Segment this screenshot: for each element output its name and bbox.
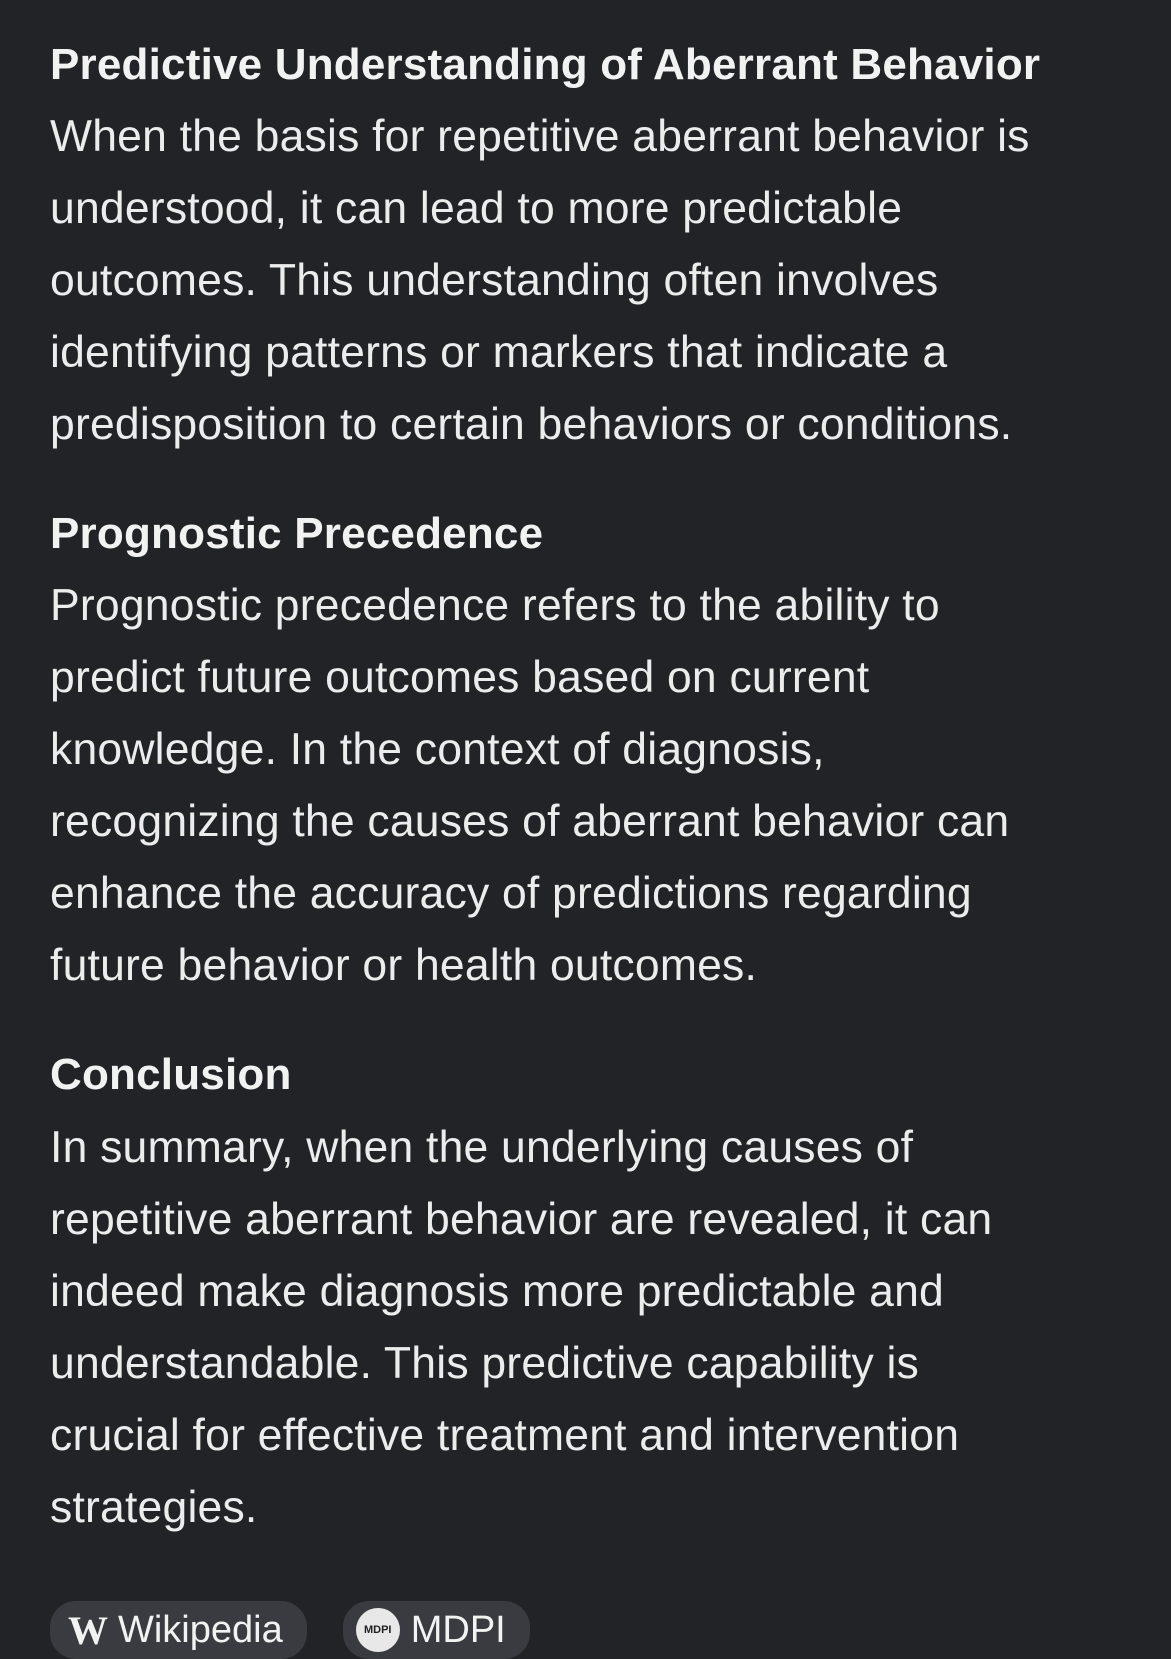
paragraph-line: predisposition to certain behaviors or conditions. — [50, 400, 1013, 450]
source-chip-wikipedia[interactable] — [50, 1601, 307, 1659]
section-heading: Conclusion — [50, 1050, 292, 1100]
source-chips — [50, 1601, 530, 1659]
paragraph-line: crucial for effective treatment and intervention — [50, 1410, 960, 1460]
mdpi-icon: MDPI — [355, 1607, 401, 1653]
paragraph-line: Prognostic precedence refers to the ability to — [50, 581, 940, 631]
section-paragraph — [50, 1112, 1135, 1544]
source-chip-label: Wikipedia — [118, 1608, 283, 1651]
paragraph-line: understandable. This predictive capability is — [50, 1338, 919, 1388]
paragraph-line: indeed make diagnosis more predictable and — [50, 1266, 945, 1316]
paragraph-line: In summary, when the underlying causes of — [50, 1122, 914, 1172]
section-prognostic-precedence — [50, 505, 1135, 1002]
source-chip-label: MDPI — [410, 1608, 506, 1651]
section-heading: Predictive Understanding of Aberrant Behavior — [50, 40, 1041, 89]
paragraph-line: When the basis for repetitive aberrant behavior is — [50, 112, 1030, 162]
paragraph-line: identifying patterns or markers that indicate a — [50, 328, 948, 378]
paragraph-line: enhance the accuracy of predictions regarding — [50, 869, 972, 919]
paragraph-line: future behavior or health outcomes. — [50, 941, 758, 991]
paragraph-line: strategies. — [50, 1482, 258, 1532]
paragraph-line: recognizing the causes of aberrant behavior can — [50, 797, 1010, 847]
paragraph-line: understood, it can lead to more predictable — [50, 184, 903, 234]
paragraph-line: knowledge. In the context of diagnosis, — [50, 725, 825, 775]
section-paragraph — [50, 101, 1135, 461]
paragraph-line: repetitive aberrant behavior are revealed, it can — [50, 1194, 993, 1244]
wikipedia-icon: W — [68, 1607, 102, 1653]
paragraph-line: predict future outcomes based on current — [50, 653, 870, 703]
answer-content — [50, 36, 1135, 1566]
section-conclusion — [50, 1046, 1135, 1543]
section-paragraph — [50, 570, 1135, 1002]
section-heading: Prognostic Precedence — [50, 509, 544, 559]
source-chip-mdpi[interactable] — [343, 1601, 530, 1659]
section-predictive-understanding — [50, 36, 1135, 461]
paragraph-line: outcomes. This understanding often involves — [50, 256, 939, 306]
